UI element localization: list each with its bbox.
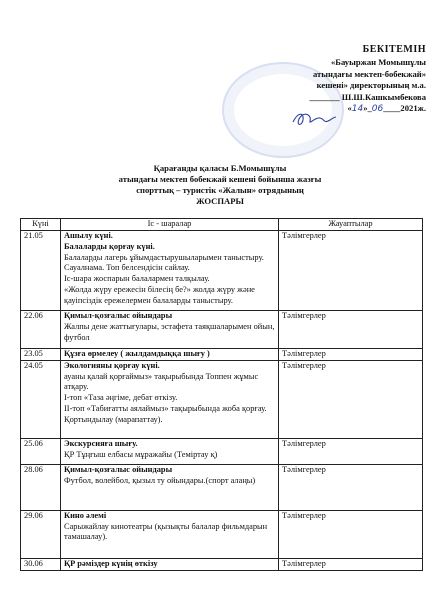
date-mid: » [363,103,368,114]
activity-title: Экскурсияға шығу. [64,438,138,448]
row-responsible: Тәлімгерлер [279,311,423,349]
document-title [40,163,400,207]
table-header-row [21,219,423,231]
row-activity [61,510,279,558]
row-activity [61,349,279,361]
activity-line: ҚР Тұңғыш елбасы мұражайы (Теміртау қ) [64,449,218,459]
activity-line: ІІ-топ «Табиғатты аялаймыз» тақырыбында жоба қорғау. [64,403,267,413]
activity-line: Балаларды лагерь ұйымдастырушыларымен таныстыру. Сауалнама. Топ белсендісін сайлау. [64,252,264,273]
activity-title: ҚР рәміздер күнің өткізу [64,558,158,568]
header-responsible: Жауаптылар [279,219,423,231]
row-responsible: Тәлімгерлер [279,558,423,570]
row-responsible: Тәлімгерлер [279,231,423,311]
row-date: 28.06 [21,464,61,510]
activity-title: Құзға өрмелеу ( жылдамдыққа шығу ) [64,349,210,358]
title-line: спорттық – туристік «Жалын» отрядының [136,185,304,195]
row-responsible: Тәлімгерлер [279,510,423,558]
row-date: 29.06 [21,510,61,558]
activity-line: Жалпы дене жаттығулары, эстафета таяқшаларымен ойын, футбол [64,321,275,342]
table-row [21,510,423,558]
activity-line: І-топ «Таза әңгіме, дебат өткізу. [64,393,178,403]
approval-block [248,44,426,115]
approval-line: атындағы мектеп-бобекжай» [312,68,426,79]
row-activity [61,558,279,570]
table-row [21,558,423,570]
date-month: 06 [371,104,384,115]
row-activity [61,438,279,464]
row-date: 23.05 [21,349,61,361]
approval-name-line: _______ Ш.Ш.Кашкымбекова [309,91,426,102]
header-activities: Іс - шаралар [61,219,279,231]
header-date: Күні [21,219,61,231]
approval-date-line: «14»_06____2021ж. [347,103,426,115]
activity-line: ауаны қалай қорғаймыз» тақырыбында Топпен жұмыс атқару. [64,371,259,392]
activity-line: Қортындылау (марапаттау). [64,414,163,424]
activity-title: Кино әлемі [64,510,107,520]
table-row [21,360,423,438]
row-date: 30.06 [21,558,61,570]
approval-heading: БЕКІТЕМІН [362,44,426,55]
approval-line: «Бауыржан Момышұлы [330,57,426,68]
activity-line: Балаларды қорғау күні. [64,241,155,251]
title-line: атындағы мектеп бобекжай кешені бойынша жазғы [118,174,322,184]
table-row [21,438,423,464]
row-activity [61,231,279,311]
activity-line: Сарыжайлау кинотеатры (қызықты балалар фильмдарын тамашалау). [64,521,268,542]
activity-line: Іс-шара жоспарын балалармен талқылау. [64,274,210,284]
row-activity [61,464,279,510]
row-responsible: Тәлімгерлер [279,438,423,464]
row-responsible: Тәлімгерлер [279,360,423,438]
row-date: 22.06 [21,311,61,349]
table-row [21,464,423,510]
activity-title: Ашылу күні. [64,231,113,240]
activity-title: Экологияны қорғау күні. [64,360,160,370]
activity-title: Қимыл-қозғалыс ойындары [64,464,173,474]
title-line: Қарағанды қаласы Б.Момышұлы [153,163,287,173]
plan-table [20,218,423,571]
table-row [21,311,423,349]
activity-line: «Жолда жүру ережесін білесің бе?» жолда жүру және қауіпсіздік ережелермен балаларды таныстыру. [64,284,255,305]
activity-line: Футбол, волейбол, қызыл ту ойындары.(спорт алаңы) [64,475,256,485]
signature-scribble [290,108,338,130]
row-responsible: Тәлімгерлер [279,349,423,361]
table-row [21,231,423,311]
title-line: ЖОСПАРЫ [196,196,244,206]
row-date: 25.06 [21,438,61,464]
row-date: 21.05 [21,231,61,311]
row-activity [61,311,279,349]
activity-title: Қимыл-қозғалыс ойындары [64,311,173,320]
table-row [21,349,423,361]
date-suffix: 2021ж. [400,103,426,114]
date-prefix: « [347,103,352,114]
row-responsible: Тәлімгерлер [279,464,423,510]
approval-line: кешені» директорының м.а. [316,80,426,91]
date-day: 14 [351,104,364,115]
row-activity [61,360,279,438]
row-date: 24.05 [21,360,61,438]
